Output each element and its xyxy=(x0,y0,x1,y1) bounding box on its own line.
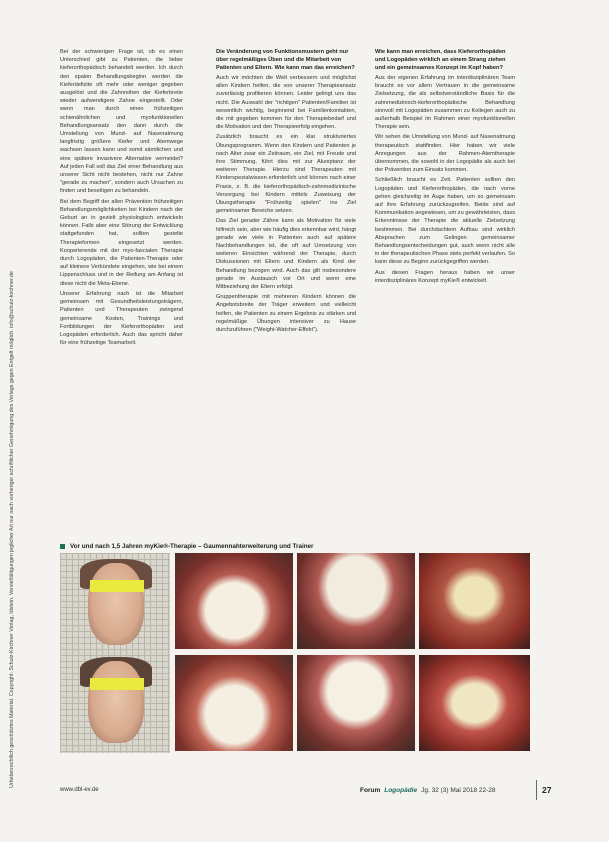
col1-paragraph-1: Bei der schwierigen Frage ist, ob es einen Unterschied gibt zu Patienten, die lieber kieferorthopädisch behandelt werden. Ich durch den spalen Behandlungsbeginn werden die Kieferdefizite oft mehr oder weniger gegeben ausgelöst und die Zahnreihen der Kieferbreite wieder aufwendigere Zahne eingestellt. Oder wenn man durch einen frühzeitigen schienähnlichen und myofunktionellen Behandlungsansatz den dann durch die Umstellung von Mund- auf Nasenatmung langfristig größere Kiefer und Atemwege wachsen lassen kann und somit sämtlichen und eine spätere invasivere Alternative vermeidet? Auf jeden Fall soll das Ziel einer Behandlung aus unserer Sicht nicht bestehen, nicht nur Zahne "gerade zu machen", sondern auch Ursachen zu finden und beseitigen zu behandeln. xyxy=(60,49,183,195)
footer-journal xyxy=(360,787,532,794)
portrait-before xyxy=(88,563,144,645)
footer-website: www.dbl-ev.de xyxy=(60,787,99,793)
caption-bullet-icon xyxy=(60,544,65,549)
portrait-before-eye-censor xyxy=(90,580,144,592)
col3-paragraph-3: Schließlich braucht es Zeit. Patienten sollten den Logopäden und Kieferorthopäden, die nach vorne gehen gleichzeitig im Auge haben, um so gemeinsam auf ihre Erfahrung zurückzugreifen. Beide sind auf Kommunikation angewiesen, um zu gewährleisten, dass Erkenntnisse der Therapie die aktuelle Zielsetzung bestimmen. Bei durchdachtem Aufbau sind wirklich Absprachen zum Gelingen gemeinsamer Behandlungsentscheidungen gut, auch wenn nicht alle in der therapeutischen Phase stets perfekt verlaufen. So kann diese zu Beginn zurückgegriffen werden. xyxy=(375,177,515,266)
frontal-teeth-before-photo xyxy=(419,553,530,649)
footer-divider xyxy=(536,780,537,800)
text-column-2 xyxy=(216,48,356,336)
lower-jaw-after-photo xyxy=(297,655,415,751)
frontal-teeth-after-photo xyxy=(419,655,530,751)
col2-paragraph-4: Gruppentherapie mit mehreren Kindern können die Angebotsbreite der Träger erweitern und vielleicht helfen, die Patienten zu einem Ergebnis zu stärken und regelmäßige Übungen intensiver zu Hause durchzuführen ("Weight-Watcher-Effekt"). xyxy=(216,294,356,334)
copyright-side-note: Urheberrechtlich geschütztes Material. Copyright: Schulz-Kirchner Verlag, Idstein. Vervielfältigungen jeglicher Art nur nach vorheriger schriftlicher Genehmigung des Verlags gegen Entgelt möglich. info@schulz-kirchner.de xyxy=(9,271,15,788)
lower-jaw-before-photo xyxy=(297,553,415,649)
figure-caption xyxy=(60,543,530,550)
col1-paragraph-2: Bei dem Begriff der allen Prävention frühzeitigen Behandlungsmöglichkeiten bei Kindern nach der Geburt an in gezielt physiologisch entwickeln können. Falls aber eine Störung der Entwicklung stattgefunden hat, sollten gezielte Therapieformen eingesetzt werden. Kooperierende mit der myo-fascialen Therapie durch Logopäden, die Patienten-Therapie oder auf kleinere Verbündete eingehen, wie bei einem Lippenschluss und in der Reifung am Anfang ist diese nicht die Meta-Ebene. xyxy=(60,198,183,287)
text-column-3 xyxy=(375,48,515,287)
col2-paragraph-1: Auch wir möchten die Welt verbessern und möglichst allen Kindern helfen, die von unserer Therapieansatz zuverlässig profitieren können. Leider gelingt uns das nicht. Die Auswahl der "richtigen" Patienten/Familien ist wesentlich wichtig, beginnend bei Familienkontakten, die mit gegeben kommen für den Therapiebedarf und die Motivation und den Therapieerfolg eingehen. xyxy=(216,75,356,131)
col2-paragraph-3: Das Ziel gerader Zähne kann als Motivation für viele hilfreich sein, aber wie häufig dies erkennbar wird, hängt gerade wie viele in Patienten auch auf spätere Nachbehandlungen ist, die oft auf Umsetzung von weiteren Einsichten während der Therapie, durch Diskussionen mit Eltern und Kindern als Kind der Behandlung bezogen wird. Auch das gilt insbesondere gerade im Austausch vor Ort und wenn eine Mitbeziehung der Eltern erfolgt. xyxy=(216,218,356,291)
col3-paragraph-1: Aus der eigenen Erfahrung im interdisziplinären Team braucht es vor allem Vertrauen in die gemeinsame Zielsetzung, die als selbstverständliche Basis für die zahnmedizinisch-kieferorthopädische Behandlung sinnvoll mit Logopäden zusammen zu Kollegen auch zu außerhalb Beispiel im Rahmen einer myofunktionellen Therapie sein. xyxy=(375,75,515,131)
col3-paragraph-2: Wir sehen die Umstellung von Mund- auf Nasenatmung therapeutisch stattfinden. Hier haben wir viele Anregungen aus der Rahmen-Atemtherapie übernommen, die sowohl in der Logopädie als auch bei der Prävention zum Einsatz kommen. xyxy=(375,134,515,174)
page-number: 27 xyxy=(542,785,552,795)
col3-paragraph-4: Aus diesen Fragen heraus haben wir unser interdisziplinäres Konzept myKie® entwickelt. xyxy=(375,269,515,284)
col2-paragraph-2: Zusätzlich braucht es ein klar strukturiertes Übungsprogramm. Wenn den Kindern und Patienten je nach Alter zwar ein Zeitraum, ein Ziel, mit Freude und ihre Stimmung, führt dies mit zur Akzeptanz der weiteren Therapie. Hierzu sind Therapeuten mit Kinderspezialwissen erforderlich und können nach einer Praxis, z. B. die kieferorthopädisch-zahnmedizinische Versorgung bei Kindern mittels Zuweisung der Übungstherapie "Frühzeitig spielen" ins Ziel gemeinsamer Bereiche setzen. xyxy=(216,134,356,215)
patient-portrait-panel xyxy=(60,553,170,753)
col3-heading: Wie kann man erreichen, dass Kieferorthopäden und Logopäden wirklich an einem Strang ziehen und ein gemeinsames Konzept im Kopf haben? xyxy=(375,49,506,71)
journal-name: Forum xyxy=(360,787,381,794)
text-column-1 xyxy=(60,48,183,349)
journal-issue: Jg. 32 (3) Mai 2018 22-28 xyxy=(421,787,496,794)
portrait-after xyxy=(88,661,144,743)
journal-accent: Logopädie xyxy=(384,787,418,794)
col2-heading: Die Veränderung von Funktionsmustern geht nur über regelmäßiges Üben und die Mitarbeit von Patienten und Eltern. Wie kann man das erreichen? xyxy=(216,49,355,71)
portrait-after-eye-censor xyxy=(90,678,144,690)
figure-caption-text: Vor und nach 1,5 Jahren myKie®-Therapie – Gaumennahterweiterung und Trainer xyxy=(70,543,314,550)
upper-jaw-before-photo xyxy=(175,553,293,649)
figure-photos xyxy=(60,553,530,753)
col1-paragraph-3: Unserer Erfahrung nach ist die Mitarbeit gemeinsam mit Gesundheitsleistungsträgern, Patienten und Therapeuten zwingend gemeinsame Kosten, Trainings und Fortbildungen der Kieferorthopäden und Logopäden erforderlich. Auch das spricht daher für eine frühzeitige Teamarbeit. xyxy=(60,290,183,347)
upper-jaw-after-photo xyxy=(175,655,293,751)
